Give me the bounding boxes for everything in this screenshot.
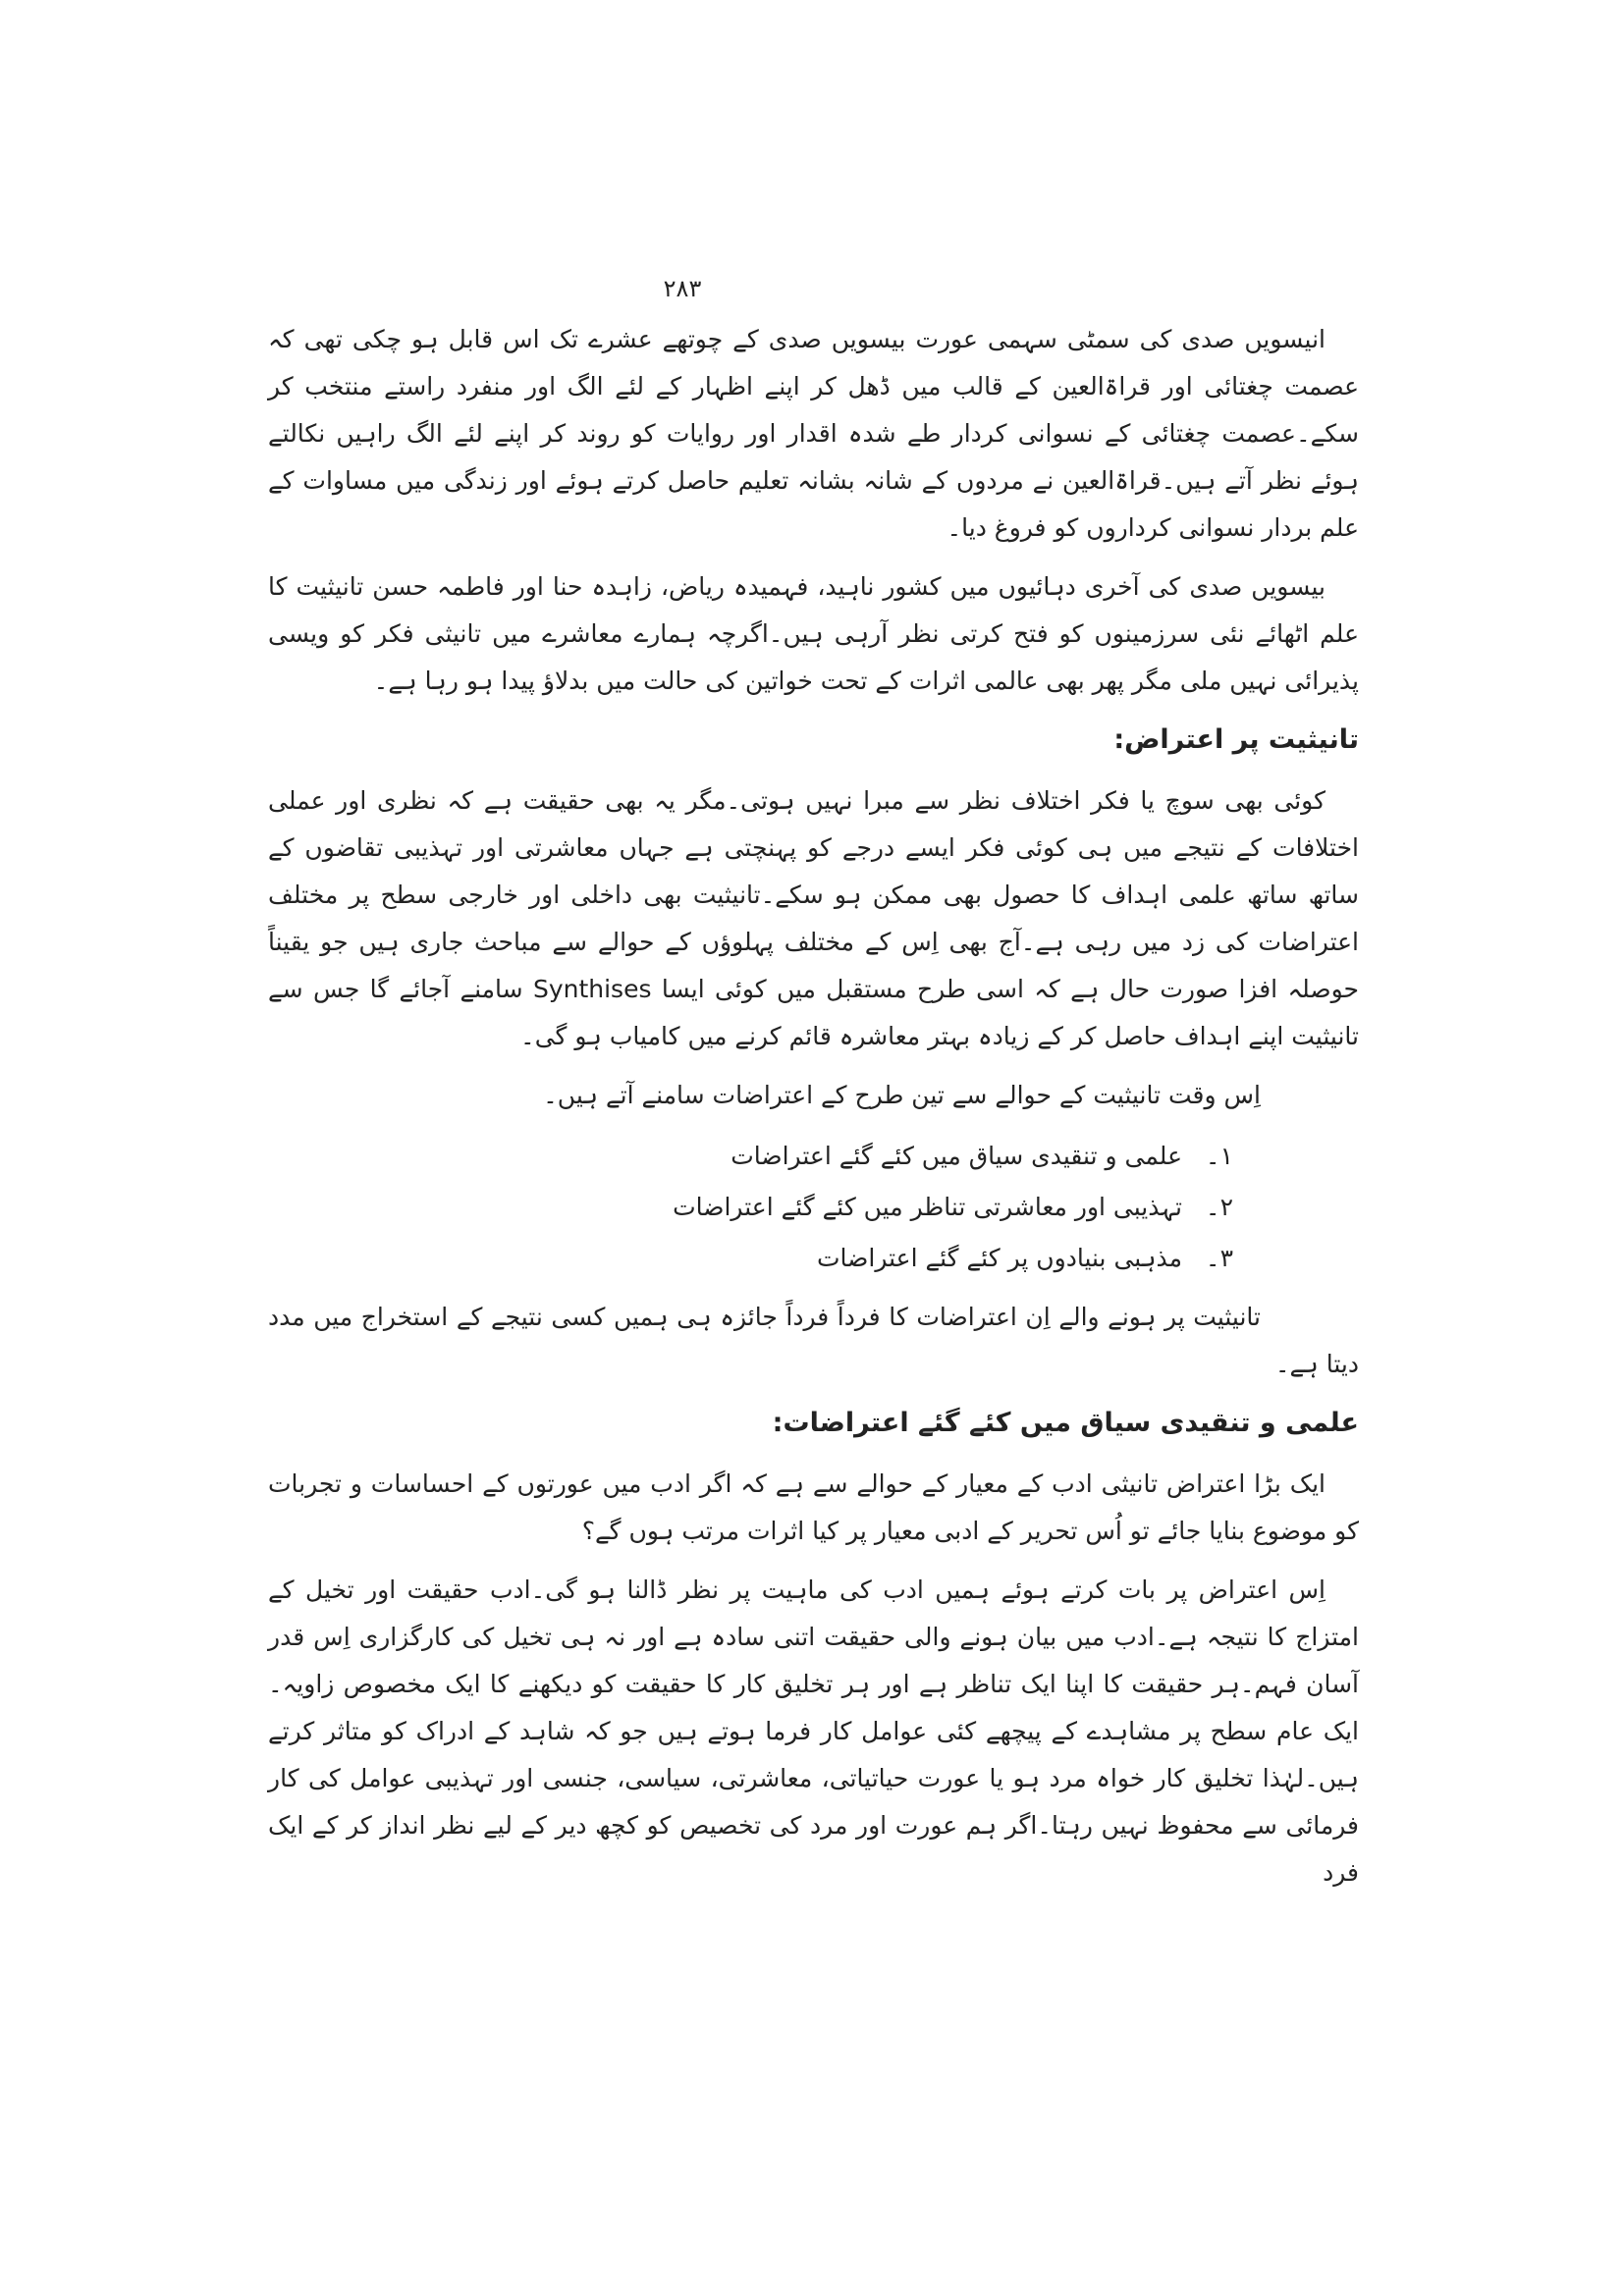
section-heading: علمی و تنقیدی سیاق میں کئے گئے اعتراضات: — [772, 1408, 1359, 1438]
list-item — [268, 1182, 1359, 1233]
list-number: ۱۔ — [1205, 1142, 1233, 1170]
paragraph: کوئی بھی سوچ یا فکر اختلاف نظر سے مبرا نہیں ہوتی۔مگر یہ بھی حقیقت ہے کہ نظری اور عملی اختلافات کے نتیجے میں ہی کوئی فکر ایسے درجے کو پہنچتی ہے جہاں معاشرتی اور تہذیبی تقاضوں کے ساتھ ساتھ علمی اہداف کا حصول بھی ممکن ہو سکے۔تانیثیت بھی داخلی اور خارجی سطح پر مختلف اعتراضات کی زد میں رہی ہے۔آج بھی اِس کے مختلف پہلوؤں کے حوالے سے مباحث جاری ہیں جو یقیناً حوصلہ افزا صورت حال ہے کہ اسی طرح مستقبل میں کوئی ایسا Synthises سامنے آجائے گا جس سے تانیثیت اپنے اہداف حاصل کر کے زیادہ بہتر معاشرہ قائم کرنے میں کامیاب ہو گی۔ — [268, 786, 1359, 1050]
paragraph: اِس اعتراض پر بات کرتے ہوئے ہمیں ادب کی ماہیت پر نظر ڈالنا ہو گی۔ادب حقیقت اور تخیل کے امتزاج کا نتیجہ ہے۔ادب میں بیان ہونے والی حقیقت اتنی سادہ ہے اور نہ ہی تخیل کی کارگزاری اِس قدر آسان فہم۔ہر حقیقت کا اپنا ایک تناظر ہے اور ہر تخلیق کار کا حقیقت کو دیکھنے کا ایک مخصوص زاویہ۔ایک عام سطح پر مشاہدے کے پیچھے کئی عوامل کار فرما ہوتے ہیں جو کہ شاہد کے ادراک کو متاثر کرتے ہیں۔لہٰذا تخلیق کار خواہ مرد ہو یا عورت حیاتیاتی، معاشرتی، سیاسی، جنسی اور تہذیبی عوامل کی کار فرمائی سے محفوظ نہیں رہتا۔اگر ہم عورت اور مرد کی تخصیص کو کچھ دیر کے لیے نظر انداز کر کے ایک فرد — [268, 1575, 1359, 1887]
list-item — [268, 1131, 1359, 1182]
list-intro: اِس وقت تانیثیت کے حوالے سے تین طرح کے اعتراضات سامنے آتے ہیں۔ — [543, 1081, 1261, 1109]
paragraph: انیسویں صدی کی سمٹی سہمی عورت بیسویں صدی کے چوتھے عشرے تک اس قابل ہو چکی تھی کہ عصمت چغتائی اور قراۃالعین کے قالب میں ڈھل کر اپنے اظہار کے لئے الگ اور منفرد راستے منتخب کر سکے۔عصمت چغتائی کے نسوانی کردار طے شدہ اقدار اور روایات کو روند کر اپنے لئے الگ راہیں نکالتے ہوئے نظر آتے ہیں۔قراۃالعین نے مردوں کے شانہ بشانہ تعلیم حاصل کرتے ہوئے اور زندگی میں مساوات کے علم بردار نسوانی کرداروں کو فروغ دیا۔ — [268, 325, 1359, 542]
page-number: ۲۸۳ — [663, 275, 702, 302]
objection-types-list — [268, 1131, 1359, 1284]
list-item-text: مذہبی بنیادوں پر کئے گئے اعتراضات — [817, 1244, 1182, 1272]
list-item-text: تہذیبی اور معاشرتی تناظر میں کئے گئے اعتراضات — [673, 1193, 1182, 1221]
list-item — [268, 1233, 1359, 1284]
list-number: ۲۔ — [1205, 1193, 1233, 1221]
list-number: ۳۔ — [1205, 1244, 1233, 1272]
paragraph: بیسویں صدی کی آخری دہائیوں میں کشور ناہید، فہمیدہ ریاض، زاہدہ حنا اور فاطمہ حسن تانیثیت کا علم اٹھائے نئی سرزمینوں کو فتح کرتی نظر آرہی ہیں۔اگرچہ ہمارے معاشرے میں تانیثی فکر کو ویسی پذیرائی نہیں ملی مگر پھر بھی عالمی اثرات کے تحت خواتین کی حالت میں بدلاؤ پیدا ہو رہا ہے۔ — [268, 572, 1359, 695]
list-outro: تانیثیت پر ہونے والے اِن اعتراضات کا فرداً فرداً جائزہ ہی ہمیں کسی نتیجے کے استخراج میں مدد دیتا ہے۔ — [268, 1303, 1359, 1378]
list-item-text: علمی و تنقیدی سیاق میں کئے گئے اعتراضات — [730, 1142, 1182, 1170]
paragraph: ایک بڑا اعتراض تانیثی ادب کے معیار کے حوالے سے ہے کہ اگر ادب میں عورتوں کے احساسات و تجربات کو موضوع بنایا جائے تو اُس تحریر کے ادبی معیار پر کیا اثرات مرتب ہوں گے؟ — [268, 1469, 1359, 1545]
text-body — [268, 316, 1359, 1908]
section-heading: تانیثیت پر اعتراض: — [1113, 724, 1359, 755]
